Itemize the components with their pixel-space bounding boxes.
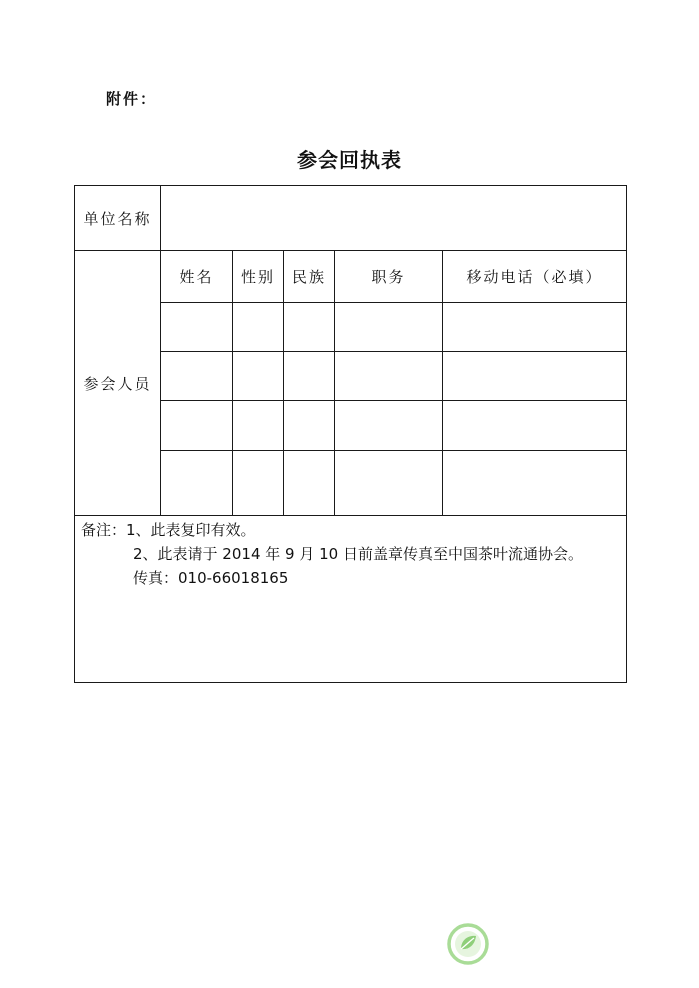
notes-row	[75, 516, 627, 683]
gender-cell[interactable]	[233, 303, 284, 352]
gender-cell[interactable]	[233, 401, 284, 451]
attendees-label: 参会人员	[75, 251, 161, 516]
tea-leaf-logo-icon	[446, 922, 490, 966]
position-cell[interactable]	[335, 451, 443, 516]
gender-cell[interactable]	[233, 451, 284, 516]
name-cell[interactable]	[161, 303, 233, 352]
notes-prefix: 备注：	[81, 521, 127, 539]
attendee-header-row	[75, 251, 627, 303]
note-line-3: 传真：010-66018165	[133, 569, 289, 587]
rsvp-form-table	[74, 185, 627, 683]
ethnicity-cell[interactable]	[284, 352, 335, 401]
unit-row	[75, 186, 627, 251]
column-header-position: 职务	[335, 251, 443, 303]
name-cell[interactable]	[161, 401, 233, 451]
name-cell[interactable]	[161, 451, 233, 516]
notes-cell	[75, 516, 627, 683]
unit-name-label: 单位名称	[75, 186, 161, 251]
ethnicity-cell[interactable]	[284, 303, 335, 352]
note-line-1	[81, 518, 620, 542]
attachment-label: 附件：	[106, 90, 158, 108]
page-title: 参会回执表	[297, 148, 402, 172]
column-header-mobile: 移动电话（必填）	[443, 251, 627, 303]
unit-name-field[interactable]	[161, 186, 627, 251]
mobile-cell[interactable]	[443, 352, 627, 401]
name-cell[interactable]	[161, 352, 233, 401]
gender-cell[interactable]	[233, 352, 284, 401]
position-cell[interactable]	[335, 401, 443, 451]
note-text-1: 1、此表复印有效。	[126, 521, 256, 539]
ethnicity-cell[interactable]	[284, 451, 335, 516]
mobile-cell[interactable]	[443, 451, 627, 516]
position-cell[interactable]	[335, 352, 443, 401]
note-line-2: 2、此表请于 2014 年 9 月 10 日前盖章传真至中国茶叶流通协会。	[133, 545, 583, 563]
column-header-gender: 性别	[233, 251, 284, 303]
column-header-ethnicity: 民族	[284, 251, 335, 303]
position-cell[interactable]	[335, 303, 443, 352]
column-header-name: 姓名	[161, 251, 233, 303]
ethnicity-cell[interactable]	[284, 401, 335, 451]
mobile-cell[interactable]	[443, 401, 627, 451]
mobile-cell[interactable]	[443, 303, 627, 352]
